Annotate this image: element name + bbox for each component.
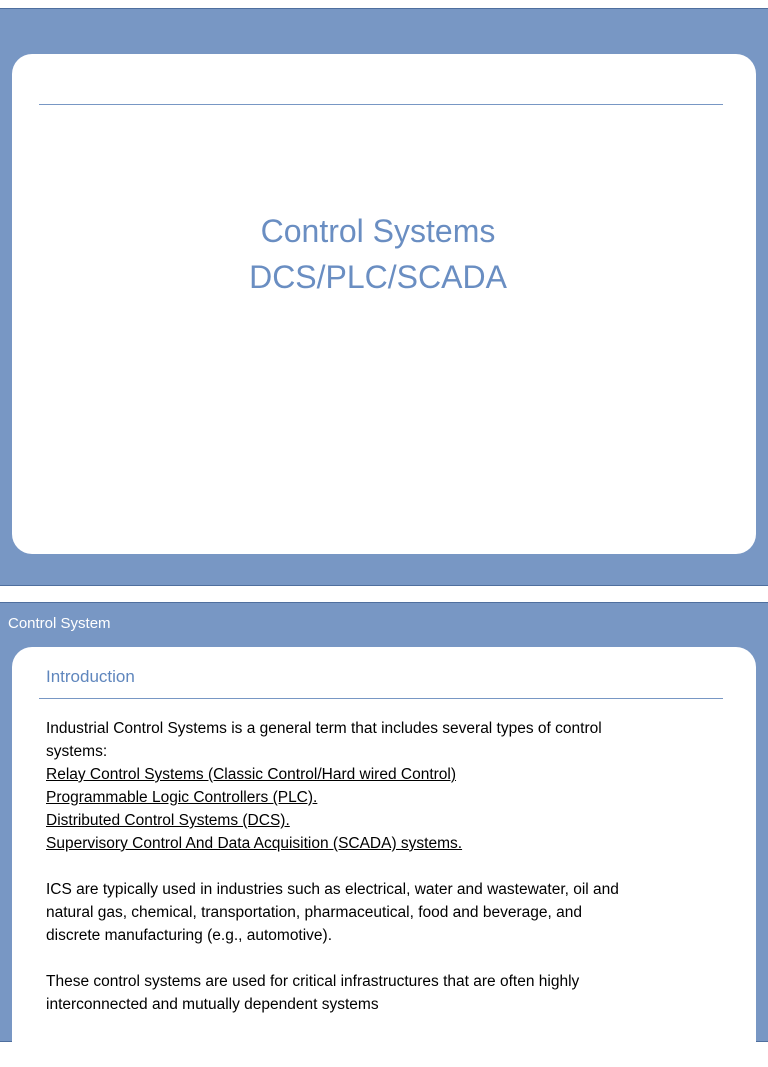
title-divider xyxy=(39,104,723,105)
body-line: interconnected and mutually dependent systems xyxy=(46,996,379,1013)
section-title: Introduction xyxy=(46,667,135,686)
body-line: systems: xyxy=(46,743,108,760)
slide-header: Control System xyxy=(8,615,111,632)
body-line: natural gas, chemical, transportation, pharmaceutical, food and beverage, and xyxy=(46,904,582,921)
paragraph-gap xyxy=(46,947,726,970)
slide-title xyxy=(12,208,744,300)
slide-title-line-2: DCS/PLC/SCADA xyxy=(249,259,507,295)
intro-slide-panel xyxy=(12,647,756,1067)
title-slide xyxy=(0,8,768,586)
list-item: Relay Control Systems (Classic Control/Hard wired Control) xyxy=(46,766,457,783)
body-line: ICS are typically used in industries such as electrical, water and wastewater, oil and xyxy=(46,881,619,898)
paragraph-gap xyxy=(46,855,726,878)
body-line: Industrial Control Systems is a general term that includes several types of control xyxy=(46,720,602,737)
intro-slide xyxy=(0,602,768,1042)
list-item: Distributed Control Systems (DCS). xyxy=(46,812,290,829)
slide-title-line-1: Control Systems xyxy=(260,213,496,249)
body-line: discrete manufacturing (e.g., automotive). xyxy=(46,927,333,944)
list-item: Programmable Logic Controllers (PLC). xyxy=(46,789,318,806)
title-slide-panel xyxy=(12,54,756,554)
section-divider xyxy=(39,698,723,699)
list-item: Supervisory Control And Data Acquisition (SCADA) systems. xyxy=(46,835,463,852)
body-line: These control systems are used for critical infrastructures that are often highly xyxy=(46,973,580,990)
slide-body xyxy=(46,717,726,1016)
